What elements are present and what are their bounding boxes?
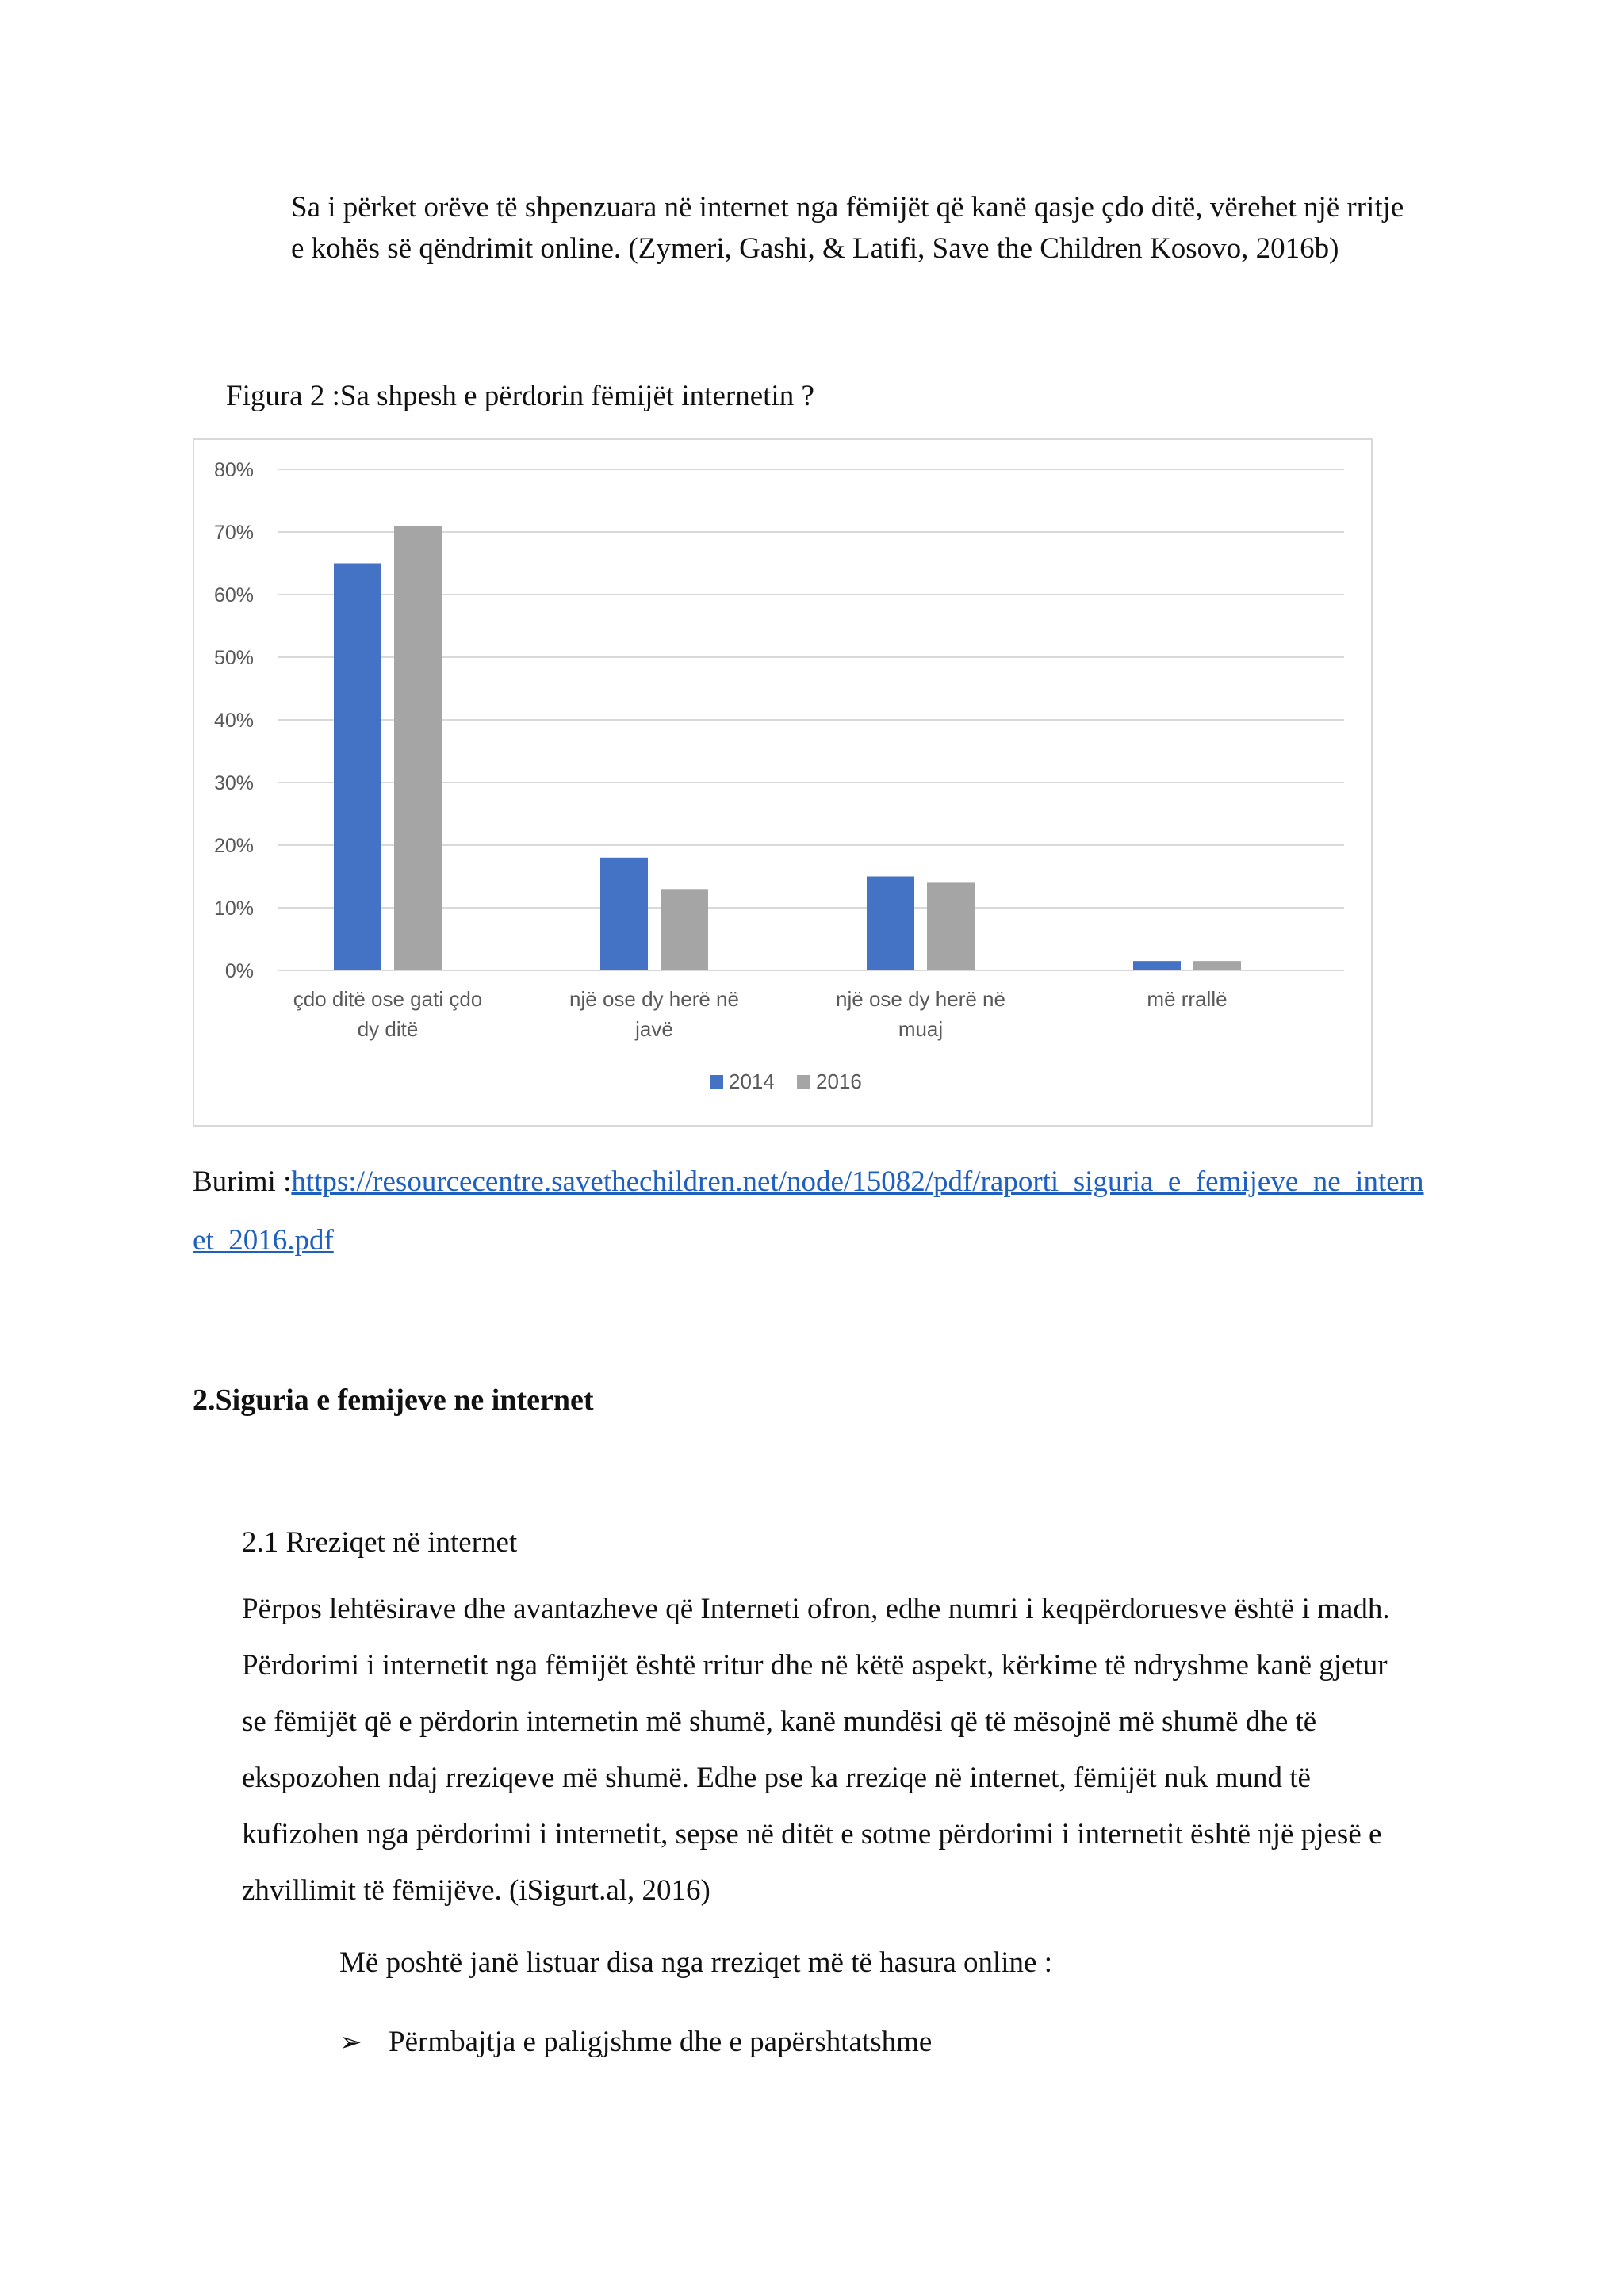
bar-2014 [1133,961,1181,970]
bar-2016 [927,882,975,970]
source-link[interactable]: https://resourcecentre.savethechildren.net/node/15082/pdf/raporti_siguria_e_femijeve_ne_internet_2016.pdf [193,1165,1424,1257]
legend-label: 2016 [816,1070,862,1093]
y-tick-label: 80% [213,459,254,481]
arrow-bullet-icon: ➢ [339,2026,362,2058]
x-category-label: çdo ditë ose gati çdo [293,987,483,1011]
figure-caption: Figura 2 :Sa shpesh e përdorin fëmijët internetin ? [226,380,814,412]
chart-svg [194,440,1374,1128]
bar-2016 [394,526,442,970]
y-tick-label: 60% [213,584,254,607]
y-tick-label: 0% [224,960,254,982]
x-category-label: një ose dy herë në [569,987,739,1011]
bar-2014 [334,564,381,971]
y-tick-label: 30% [213,772,254,794]
source-label: Burimi : [193,1165,292,1198]
list-item-text: Përmbajtja e paligjshme dhe e papërshtatshme [389,2026,933,2058]
bar-2016 [661,889,708,970]
body-paragraph: Përpos lehtësirave dhe avantazheve që Interneti ofron, edhe numri i keqpërdoruesve është i madh. Përdorimi i internetit nga fëmijët është rritur dhe në këtë aspekt, kërkime të ndryshme kanë gjetur se fëmijët që e përdorin internetin më shumë, kanë mundësi që të mësojnë më shumë dhe të ekspozohen ndaj rreziqeve më shumë. Edhe pse ka rreziqe në internet, fëmijët nuk mund të kufizohen nga përdorimi i internetit, sepse në ditët e sotme përdorimi i internetit është një pjesë e zhvillimit të fëmijëve. (iSigurt.al, 2016) [242,1593,1390,1907]
intro-paragraph: Sa i përket orëve të shpenzuara në internet nga fëmijët që kanë qasje çdo ditë, vërehet një rritje e kohës së qëndrimit online. (Zymeri, Gashi, & Latifi, Save the Children Kosovo, 2016b) [291,191,1404,265]
list-item [339,2022,932,2063]
x-category-label: dy ditë [357,1017,419,1041]
bar-chart [193,438,1373,1127]
bar-2014 [867,877,914,971]
bar-2016 [1193,961,1241,970]
y-tick-label: 70% [213,522,254,544]
bar-2014 [600,858,648,970]
source-line [193,1153,1430,1270]
x-category-label: muaj [898,1017,944,1041]
list-intro: Më poshtë janë listuar disa nga rreziqet më të hasura online : [339,1946,1053,1979]
subsection-heading: 2.1 Rreziqet në internet [242,1526,518,1559]
section-heading: 2.Siguria e femijeve ne internet [193,1383,594,1417]
x-category-label: javë [635,1017,673,1041]
x-category-label: një ose dy herë në [836,987,1005,1011]
legend-swatch-2016 [797,1075,810,1089]
legend-swatch-2014 [710,1075,723,1089]
y-tick-label: 10% [213,897,254,920]
y-tick-label: 50% [213,647,254,669]
y-tick-label: 20% [213,835,254,857]
y-tick-label: 40% [213,710,254,732]
x-category-label: më rrallë [1147,987,1228,1011]
legend-label: 2014 [729,1070,775,1093]
